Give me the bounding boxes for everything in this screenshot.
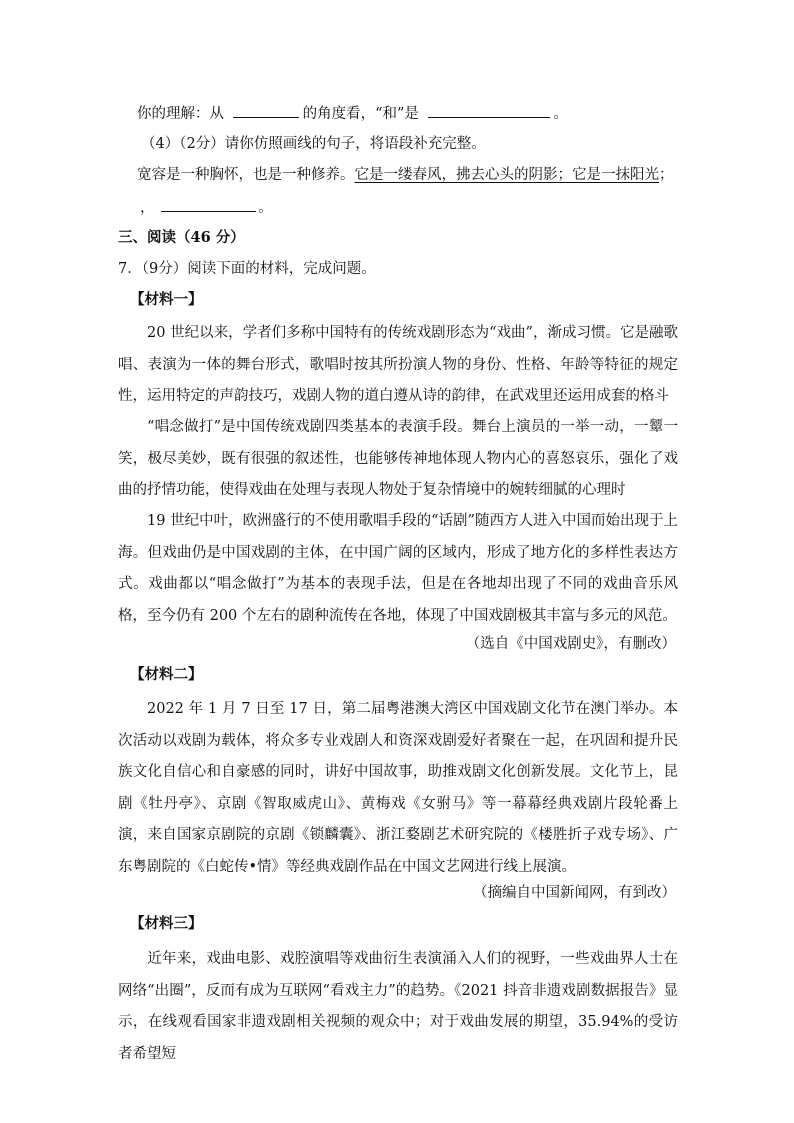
- material-1-paragraph-1: [118, 318, 678, 413]
- answer-blank-3[interactable]: [161, 197, 256, 212]
- sentence-plain: 宽容是一种胸怀，也是一种修养。: [137, 167, 355, 183]
- understanding-line: [137, 103, 568, 124]
- question-7-prompt: 7．（9分）阅读下面的材料，完成问题。: [118, 261, 376, 277]
- material-1-source: （选自《中国戏剧史》，有删改）: [465, 636, 676, 652]
- answer-blank-1[interactable]: [233, 103, 299, 118]
- material-2-paragraph-1: [118, 694, 678, 883]
- answer-blank-2[interactable]: [428, 103, 550, 118]
- understanding-prefix: 你的理解：从: [137, 106, 224, 122]
- material-1-paragraph-2: [118, 412, 678, 507]
- sentence-underlined: 它是一缕春风，拂去心头的阴影；它是一抹阳光: [354, 167, 659, 183]
- material-2-source: （摘编自中国新闻网，有到改）: [473, 885, 676, 901]
- continuation-prefix: ，: [140, 200, 155, 216]
- tolerance-sentence: [137, 165, 674, 185]
- material-3-paragraph-1: [118, 944, 678, 1070]
- continuation-end: 。: [258, 200, 273, 216]
- material-1-p1-text: 20 世纪以来，学者们多称中国特有的传统戏剧形态为“戏曲”，渐成习惯。它是融歌唱、表演为一体的舞台形式，歌唱时按其所扮演人物的身份、性格、年龄等特征的规定性，运用特定的声韵技巧，戏剧人物的道白遵从诗的韵律，在武戏里还运用成套的格斗: [118, 325, 678, 404]
- material-1-p2-text: “唱念做打”是中国传统戏剧四类基本的表演手段。舞台上演员的一举一动，一颦一笑，极尽美妙，既有很强的叙述性，也能够传神地体现人物内心的喜怒哀乐，强化了戏曲的抒情功能，使得戏曲在处理与表现人物处于复杂情境中的婉转细腻的心理时: [118, 419, 678, 498]
- understanding-mid: 的角度看，“和”是: [302, 106, 419, 122]
- material-1-paragraph-3: [118, 506, 678, 632]
- understanding-end: 。: [553, 106, 569, 122]
- material-2-p1-text: 2022 年 1 月 7 日至 17 日，第二届粤港澳大湾区中国戏剧文化节在澳门举办。本次活动以戏剧为载体，将众多专业戏剧人和资深戏剧爱好者聚在一起，在巩固和提升民族文化自信心和自豪感的同时，讲好中国故事，助推戏剧文化创新发展。文化节上，昆剧《牡丹亭》、京剧《智取威虎山》、黄梅戏《女驸马》等一幕幕经典戏剧片段轮番上演，来自国家京剧院的京剧《锁麟囊》、浙江婺剧艺术研究院的《楼胜折子戏专场》、广东粤剧院的《白蛇传•情》等经典戏剧作品在中国文艺网进行线上展演。: [118, 701, 678, 875]
- continuation-line: [140, 197, 273, 218]
- section-title: 三、阅读（46 分）: [118, 229, 245, 246]
- material-2-heading: 【材料二】: [130, 666, 203, 683]
- material-3-p1-text: 近年来，戏曲电影、戏腔演唱等戏曲衍生表演涌入人们的视野，一些戏曲界人士在网络“出圈”，反而有成为互联网“看戏主力”的趋势。《2021 抖音非遗戏剧数据报告》显示，在线观看国家非遗戏剧相关视频的观众中；对于戏曲发展的期望，35.94%的受访者希望短: [118, 951, 678, 1062]
- material-3-heading: 【材料三】: [130, 915, 203, 932]
- sentence-after: ；: [659, 167, 674, 183]
- material-1-heading: 【材料一】: [130, 291, 203, 308]
- sub-question-4: （4）（2分）请你仿照画线的句子，将语段补充完整。: [141, 136, 486, 152]
- material-1-p3-text: 19 世纪中叶，欧洲盛行的不使用歌唱手段的“话剧”随西方人进入中国而始出现于上海。但戏曲仍是中国戏剧的主体，在中国广阔的区域内，形成了地方化的多样性表达方式。戏曲都以“唱念做打”为基本的表现手法，但是在各地却出现了不同的戏曲音乐风格，至今仍有 200 个左右的剧种流传在各地，体现了中国戏剧极其丰富与多元的风范。: [118, 513, 678, 624]
